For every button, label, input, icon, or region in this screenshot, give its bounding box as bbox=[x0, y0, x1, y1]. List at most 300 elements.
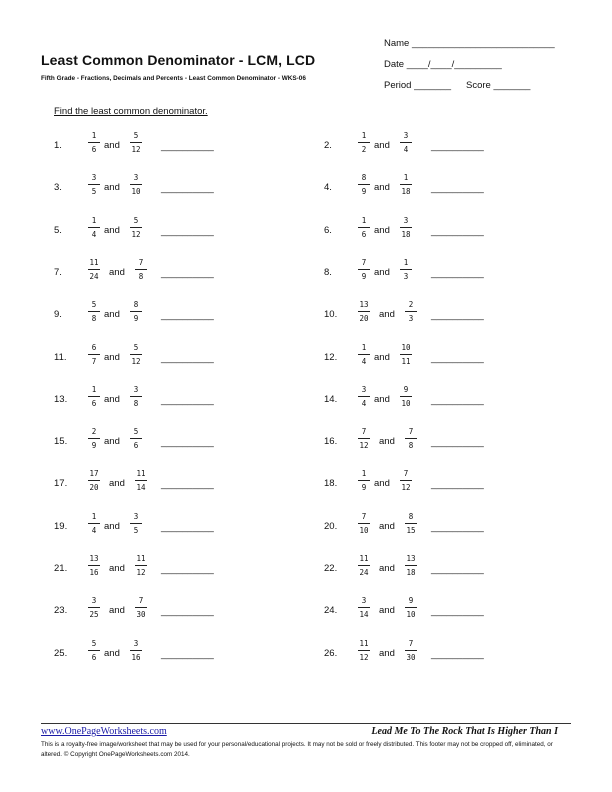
fraction bbox=[84, 300, 104, 323]
fraction bbox=[396, 131, 416, 154]
fraction-numerator: 1 bbox=[403, 257, 409, 267]
fraction-bar bbox=[130, 142, 142, 143]
problem-number: 18. bbox=[324, 478, 338, 490]
fraction bbox=[84, 469, 104, 492]
answer-blank[interactable]: __________ bbox=[161, 521, 214, 533]
fraction bbox=[354, 554, 374, 577]
fraction-denominator: 10 bbox=[131, 187, 141, 197]
fraction-numerator: 5 bbox=[133, 427, 139, 437]
fraction bbox=[354, 300, 374, 323]
answer-blank[interactable]: __________ bbox=[161, 564, 214, 575]
fraction-bar bbox=[88, 523, 100, 524]
fraction-bar bbox=[130, 311, 142, 312]
problem-number: 16. bbox=[324, 436, 338, 448]
fraction bbox=[131, 258, 151, 281]
and-label: and bbox=[374, 351, 390, 363]
fraction-bar bbox=[358, 650, 370, 651]
problem-item bbox=[54, 216, 254, 248]
problem-item bbox=[324, 639, 524, 671]
and-label: and bbox=[374, 393, 390, 405]
problem-number: 14. bbox=[324, 393, 338, 405]
answer-blank[interactable]: __________ bbox=[161, 606, 214, 618]
fraction-numerator: 8 bbox=[361, 173, 367, 183]
and-label: and bbox=[374, 266, 390, 278]
fraction-denominator: 24 bbox=[359, 568, 369, 577]
fraction-numerator: 5 bbox=[133, 342, 139, 352]
answer-blank[interactable]: __________ bbox=[431, 352, 484, 364]
fraction-numerator: 11 bbox=[89, 257, 99, 267]
fraction bbox=[126, 512, 146, 535]
fraction-numerator: 1 bbox=[91, 511, 97, 521]
instruction-text: Find the least common denominator. bbox=[54, 106, 208, 117]
fraction bbox=[126, 131, 146, 154]
problem-number: 5. bbox=[54, 224, 62, 236]
problem-number: 24. bbox=[324, 605, 338, 617]
fraction-denominator: 5 bbox=[133, 525, 139, 535]
fraction-denominator: 7 bbox=[91, 356, 97, 366]
problem-number: 6. bbox=[324, 224, 332, 236]
fraction-bar bbox=[358, 142, 370, 143]
fraction-numerator: 13 bbox=[359, 300, 369, 310]
problem-number: 11. bbox=[54, 351, 67, 363]
fraction-denominator: 30 bbox=[136, 610, 146, 620]
fraction-denominator: 8 bbox=[408, 441, 414, 451]
fraction bbox=[401, 512, 421, 535]
fraction-numerator: 2 bbox=[91, 427, 97, 437]
fraction-denominator: 9 bbox=[361, 483, 367, 493]
fraction-bar bbox=[88, 311, 100, 312]
problem-item bbox=[324, 554, 524, 586]
fraction-bar bbox=[88, 396, 100, 397]
fraction-bar bbox=[88, 650, 100, 651]
fraction-bar bbox=[358, 607, 370, 608]
problem-item bbox=[324, 216, 524, 248]
answer-blank[interactable]: __________ bbox=[161, 310, 214, 322]
fraction-bar bbox=[405, 438, 417, 439]
answer-blank[interactable]: __________ bbox=[431, 141, 484, 152]
fraction bbox=[84, 258, 104, 281]
fraction-bar bbox=[88, 438, 100, 439]
fraction-bar bbox=[358, 311, 370, 312]
fraction-denominator: 8 bbox=[91, 314, 97, 324]
fraction-bar bbox=[358, 523, 370, 524]
fraction-numerator: 3 bbox=[133, 511, 139, 521]
answer-blank[interactable]: __________ bbox=[431, 521, 484, 533]
fraction-denominator: 2 bbox=[361, 145, 367, 154]
fraction-numerator: 3 bbox=[91, 173, 97, 183]
fraction-bar bbox=[88, 480, 100, 481]
fraction-numerator: 17 bbox=[89, 469, 99, 479]
fraction bbox=[401, 596, 421, 619]
fraction-bar bbox=[405, 311, 417, 312]
fraction-numerator: 3 bbox=[133, 384, 139, 394]
fraction-bar bbox=[358, 438, 370, 439]
fraction bbox=[354, 469, 374, 492]
fraction bbox=[126, 300, 146, 323]
fraction-denominator: 24 bbox=[89, 271, 99, 281]
problem-item bbox=[324, 300, 524, 332]
fraction bbox=[396, 216, 416, 239]
fraction-denominator: 6 bbox=[133, 441, 139, 451]
fraction bbox=[354, 512, 374, 535]
fraction-denominator: 4 bbox=[403, 145, 409, 154]
fraction-numerator: 11 bbox=[359, 638, 369, 648]
fraction-denominator: 4 bbox=[91, 525, 97, 535]
problem-number: 26. bbox=[324, 647, 338, 659]
fraction-denominator: 15 bbox=[406, 525, 416, 535]
fraction-denominator: 5 bbox=[91, 187, 97, 197]
fraction-denominator: 12 bbox=[136, 568, 146, 577]
fraction-denominator: 4 bbox=[361, 398, 367, 408]
fraction-numerator: 7 bbox=[361, 427, 367, 437]
problem-item bbox=[54, 512, 254, 544]
fraction-denominator: 12 bbox=[359, 441, 369, 451]
answer-blank[interactable]: __________ bbox=[161, 394, 214, 406]
fraction-denominator: 14 bbox=[136, 483, 146, 493]
fraction bbox=[396, 385, 416, 408]
fraction-denominator: 6 bbox=[91, 652, 97, 662]
fraction-numerator: 5 bbox=[133, 215, 139, 225]
answer-blank[interactable]: __________ bbox=[431, 479, 484, 491]
fraction-numerator: 8 bbox=[408, 511, 414, 521]
fraction bbox=[396, 343, 416, 366]
fraction bbox=[396, 469, 416, 492]
answer-blank[interactable]: __________ bbox=[161, 267, 214, 279]
fraction-numerator: 3 bbox=[361, 384, 367, 394]
and-label: and bbox=[104, 351, 120, 363]
fraction-denominator: 12 bbox=[131, 229, 141, 239]
fraction-numerator: 13 bbox=[406, 554, 416, 563]
problem-item bbox=[324, 131, 524, 163]
fraction-bar bbox=[130, 523, 142, 524]
fraction-bar bbox=[405, 523, 417, 524]
problem-number: 23. bbox=[54, 605, 68, 617]
answer-blank[interactable]: __________ bbox=[161, 183, 214, 195]
fraction-numerator: 11 bbox=[136, 469, 146, 479]
problem-number: 17. bbox=[54, 478, 68, 490]
fraction-bar bbox=[358, 184, 370, 185]
worksheet-title: Least Common Denominator - LCM, LCD bbox=[41, 52, 316, 68]
problem-number: 15. bbox=[54, 436, 68, 448]
fraction bbox=[84, 512, 104, 535]
problem-item bbox=[54, 258, 254, 290]
fraction-numerator: 7 bbox=[138, 596, 144, 606]
fraction-denominator: 25 bbox=[89, 610, 99, 620]
problem-item bbox=[54, 131, 254, 163]
problem-number: 20. bbox=[324, 520, 338, 532]
fraction bbox=[84, 596, 104, 619]
fraction bbox=[84, 216, 104, 239]
fraction-bar bbox=[88, 184, 100, 185]
fraction-denominator: 6 bbox=[361, 229, 367, 239]
answer-blank[interactable]: __________ bbox=[161, 352, 214, 364]
fraction-denominator: 12 bbox=[131, 145, 141, 154]
fraction bbox=[396, 258, 416, 281]
fraction-numerator: 2 bbox=[408, 300, 414, 310]
fraction-denominator: 18 bbox=[401, 187, 411, 197]
answer-blank[interactable]: __________ bbox=[431, 606, 484, 618]
fraction bbox=[126, 343, 146, 366]
fraction-numerator: 5 bbox=[91, 300, 97, 310]
footer-divider bbox=[41, 723, 571, 724]
and-label: and bbox=[374, 224, 390, 236]
fraction-numerator: 7 bbox=[408, 427, 414, 437]
footer-motto: Lead Me To The Rock That Is Higher Than I bbox=[371, 726, 558, 737]
fraction-bar bbox=[135, 607, 147, 608]
fraction-denominator: 8 bbox=[133, 398, 139, 408]
fraction-numerator: 1 bbox=[403, 173, 409, 183]
fraction-numerator: 7 bbox=[408, 638, 414, 648]
answer-blank[interactable]: __________ bbox=[161, 225, 214, 237]
problem-item bbox=[54, 596, 254, 628]
fraction-bar bbox=[130, 396, 142, 397]
and-label: and bbox=[374, 140, 390, 151]
problem-item bbox=[54, 469, 254, 501]
fraction-bar bbox=[130, 354, 142, 355]
problem-number: 13. bbox=[54, 393, 68, 405]
fraction-numerator: 7 bbox=[138, 257, 144, 267]
problem-item bbox=[324, 427, 524, 459]
fraction-numerator: 1 bbox=[91, 131, 97, 140]
problem-number: 22. bbox=[324, 563, 338, 574]
fraction-bar bbox=[400, 269, 412, 270]
answer-blank[interactable]: __________ bbox=[161, 141, 214, 152]
fraction-bar bbox=[135, 565, 147, 566]
fraction-denominator: 9 bbox=[361, 187, 367, 197]
problem-item bbox=[54, 343, 254, 375]
fraction-bar bbox=[358, 354, 370, 355]
fraction-bar bbox=[88, 354, 100, 355]
fraction bbox=[354, 131, 374, 154]
fraction bbox=[131, 554, 151, 577]
and-label: and bbox=[109, 478, 125, 490]
and-label: and bbox=[374, 478, 390, 490]
fraction-bar bbox=[358, 480, 370, 481]
and-label: and bbox=[379, 605, 395, 617]
fraction-denominator: 20 bbox=[89, 483, 99, 493]
fraction-numerator: 1 bbox=[91, 215, 97, 225]
fraction bbox=[354, 173, 374, 196]
fraction-bar bbox=[400, 480, 412, 481]
fraction bbox=[354, 385, 374, 408]
fraction-denominator: 10 bbox=[401, 398, 411, 408]
and-label: and bbox=[374, 182, 390, 194]
worksheet-subtitle: Fifth Grade - Fractions, Decimals and Percents - Least Common Denominator - WKS-06 bbox=[41, 75, 306, 82]
fraction bbox=[354, 596, 374, 619]
fraction-bar bbox=[88, 142, 100, 143]
fraction-denominator: 9 bbox=[91, 441, 97, 451]
fraction-numerator: 1 bbox=[361, 469, 367, 479]
answer-blank[interactable]: __________ bbox=[431, 310, 484, 322]
fraction-numerator: 7 bbox=[403, 469, 409, 479]
answer-blank[interactable]: __________ bbox=[161, 437, 214, 449]
fraction-denominator: 12 bbox=[359, 652, 369, 662]
and-label: and bbox=[379, 520, 395, 532]
fraction-numerator: 5 bbox=[133, 131, 139, 140]
problem-number: 3. bbox=[54, 182, 62, 194]
fraction-bar bbox=[400, 184, 412, 185]
problem-number: 25. bbox=[54, 647, 68, 659]
fraction-denominator: 30 bbox=[406, 652, 416, 662]
fraction-numerator: 11 bbox=[136, 554, 146, 563]
and-label: and bbox=[379, 309, 395, 321]
fraction-numerator: 10 bbox=[401, 342, 411, 352]
fraction-bar bbox=[130, 227, 142, 228]
fraction bbox=[126, 427, 146, 450]
and-label: and bbox=[109, 605, 125, 617]
answer-blank[interactable]: __________ bbox=[431, 394, 484, 406]
problem-item bbox=[324, 385, 524, 417]
fraction-denominator: 14 bbox=[359, 610, 369, 620]
fraction-numerator: 9 bbox=[403, 384, 409, 394]
problem-item bbox=[54, 639, 254, 671]
fraction-denominator: 9 bbox=[133, 314, 139, 324]
and-label: and bbox=[109, 563, 125, 574]
fraction-bar bbox=[405, 565, 417, 566]
and-label: and bbox=[104, 520, 120, 532]
fraction-denominator: 16 bbox=[131, 652, 141, 662]
and-label: and bbox=[104, 224, 120, 236]
problem-number: 21. bbox=[54, 563, 68, 574]
and-label: and bbox=[379, 436, 395, 448]
name-field[interactable]: Name ___________________________ bbox=[384, 38, 555, 49]
fraction-numerator: 3 bbox=[133, 638, 139, 648]
score-field[interactable]: Score _______ bbox=[466, 80, 531, 91]
answer-blank[interactable]: __________ bbox=[431, 225, 484, 237]
fraction-denominator: 6 bbox=[91, 398, 97, 408]
fraction-bar bbox=[400, 396, 412, 397]
fraction bbox=[84, 131, 104, 154]
fraction-denominator: 11 bbox=[401, 356, 411, 366]
fraction bbox=[84, 554, 104, 577]
footer-copyright-note: This is a royalty-free image/worksheet that may be used for your personal/educational projects. It may not be sold or freely distributed. This footer may not be cropped off, eliminated, or altered. © Copyright OnePageWorksheets.com 2014. bbox=[41, 741, 553, 758]
fraction-denominator: 12 bbox=[131, 356, 141, 366]
fraction-numerator: 3 bbox=[403, 131, 409, 140]
problem-number: 1. bbox=[54, 140, 62, 151]
fraction-numerator: 3 bbox=[361, 596, 367, 606]
fraction-bar bbox=[358, 269, 370, 270]
and-label: and bbox=[104, 309, 120, 321]
fraction bbox=[354, 258, 374, 281]
and-label: and bbox=[104, 436, 120, 448]
problem-item bbox=[324, 343, 524, 375]
problem-item bbox=[324, 469, 524, 501]
answer-blank[interactable]: __________ bbox=[431, 564, 484, 575]
problem-item bbox=[324, 512, 524, 544]
fraction-denominator: 12 bbox=[401, 483, 411, 493]
fraction bbox=[84, 427, 104, 450]
fraction-denominator: 16 bbox=[89, 568, 99, 577]
fraction-numerator: 11 bbox=[359, 554, 369, 563]
fraction-bar bbox=[130, 184, 142, 185]
problem-item bbox=[324, 596, 524, 628]
problem-number: 4. bbox=[324, 182, 332, 194]
fraction-bar bbox=[358, 396, 370, 397]
fraction bbox=[396, 173, 416, 196]
fraction-bar bbox=[405, 607, 417, 608]
problem-item bbox=[324, 173, 524, 205]
and-label: and bbox=[109, 266, 125, 278]
fraction-bar bbox=[400, 227, 412, 228]
fraction bbox=[84, 173, 104, 196]
problem-number: 8. bbox=[324, 266, 332, 278]
fraction-numerator: 8 bbox=[133, 300, 139, 310]
problem-number: 2. bbox=[324, 140, 332, 151]
problem-item bbox=[54, 300, 254, 332]
and-label: and bbox=[104, 182, 120, 194]
problem-number: 19. bbox=[54, 520, 68, 532]
answer-blank[interactable]: __________ bbox=[431, 648, 484, 660]
and-label: and bbox=[104, 140, 120, 151]
problem-number: 9. bbox=[54, 309, 62, 321]
problem-item bbox=[54, 385, 254, 417]
answer-blank[interactable]: __________ bbox=[431, 183, 484, 195]
period-field[interactable]: Period _______ bbox=[384, 80, 452, 91]
fraction-numerator: 3 bbox=[403, 215, 409, 225]
problem-item bbox=[324, 258, 524, 290]
fraction-denominator: 18 bbox=[406, 568, 416, 577]
problem-item bbox=[54, 427, 254, 459]
fraction bbox=[354, 427, 374, 450]
fraction bbox=[84, 385, 104, 408]
fraction bbox=[131, 596, 151, 619]
fraction bbox=[401, 639, 421, 662]
fraction-bar bbox=[358, 565, 370, 566]
fraction-numerator: 7 bbox=[361, 257, 367, 267]
fraction-bar bbox=[135, 269, 147, 270]
problem-item bbox=[54, 173, 254, 205]
fraction-bar bbox=[358, 227, 370, 228]
answer-blank[interactable]: __________ bbox=[161, 648, 214, 660]
fraction bbox=[126, 639, 146, 662]
fraction-bar bbox=[130, 438, 142, 439]
fraction-denominator: 18 bbox=[401, 229, 411, 239]
fraction-numerator: 7 bbox=[361, 511, 367, 521]
fraction-bar bbox=[400, 142, 412, 143]
fraction bbox=[401, 427, 421, 450]
fraction-denominator: 9 bbox=[361, 271, 367, 281]
fraction-numerator: 1 bbox=[361, 342, 367, 352]
fraction-bar bbox=[88, 607, 100, 608]
problem-number: 12. bbox=[324, 351, 338, 363]
fraction-bar bbox=[88, 269, 100, 270]
fraction bbox=[84, 343, 104, 366]
answer-blank[interactable]: __________ bbox=[431, 267, 484, 279]
footer-url-link[interactable]: www.OnePageWorksheets.com bbox=[41, 726, 167, 737]
fraction bbox=[84, 639, 104, 662]
fraction-bar bbox=[88, 227, 100, 228]
and-label: and bbox=[104, 647, 120, 659]
fraction-denominator: 6 bbox=[91, 145, 97, 154]
fraction-denominator: 3 bbox=[403, 271, 409, 281]
fraction-denominator: 4 bbox=[361, 356, 367, 366]
and-label: and bbox=[379, 647, 395, 659]
problem-item bbox=[54, 554, 254, 586]
fraction-numerator: 1 bbox=[361, 215, 367, 225]
fraction-denominator: 10 bbox=[406, 610, 416, 620]
fraction-denominator: 8 bbox=[138, 271, 144, 281]
answer-blank[interactable]: __________ bbox=[161, 479, 214, 491]
fraction bbox=[131, 469, 151, 492]
fraction-numerator: 9 bbox=[408, 596, 414, 606]
fraction-numerator: 1 bbox=[91, 384, 97, 394]
date-field[interactable]: Date ____/____/_________ bbox=[384, 59, 502, 70]
answer-blank[interactable]: __________ bbox=[431, 437, 484, 449]
fraction-bar bbox=[405, 650, 417, 651]
fraction-bar bbox=[130, 650, 142, 651]
fraction-numerator: 1 bbox=[361, 131, 367, 140]
fraction bbox=[126, 385, 146, 408]
